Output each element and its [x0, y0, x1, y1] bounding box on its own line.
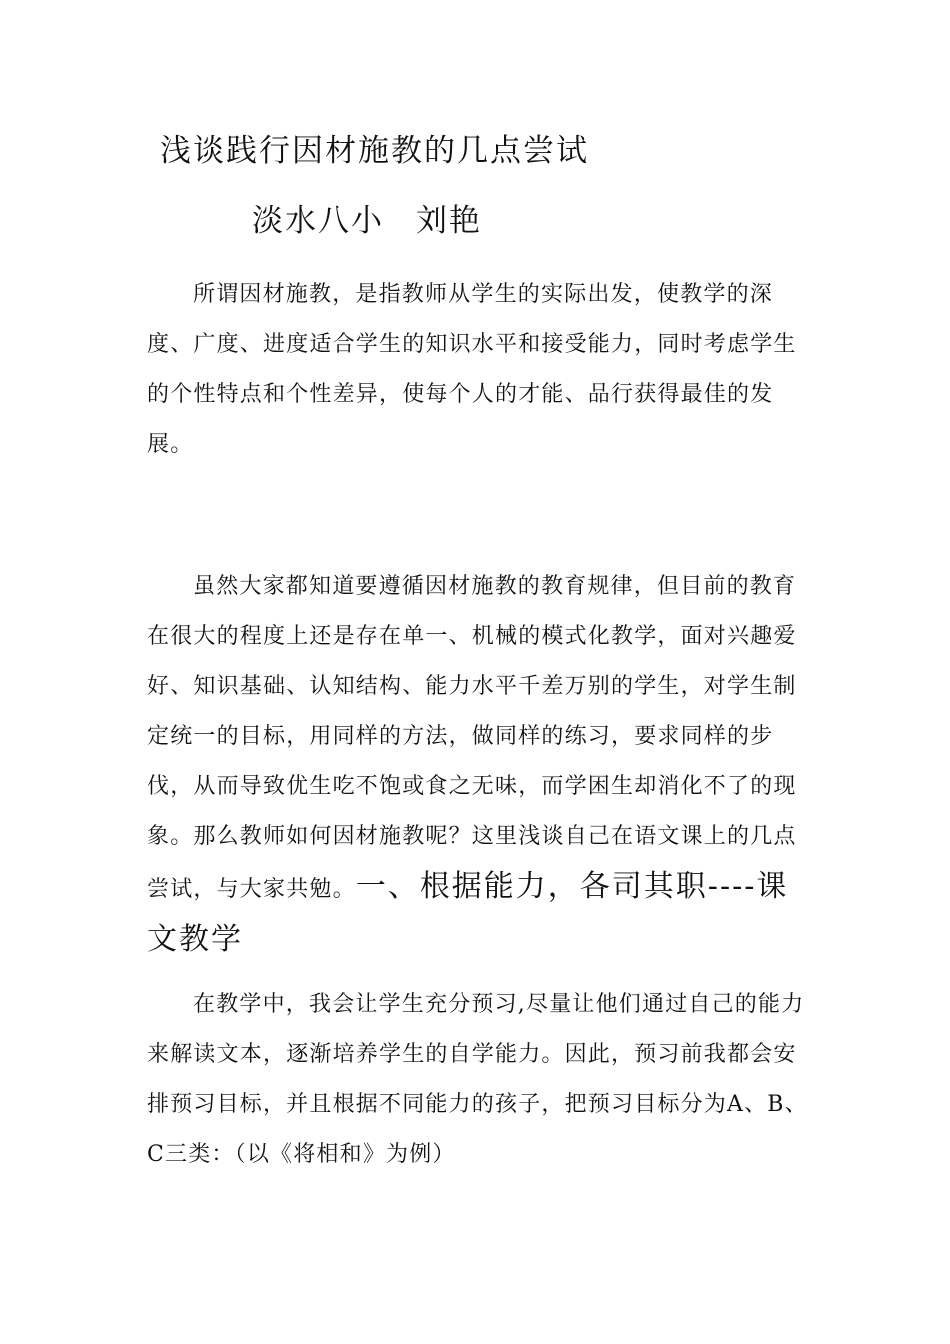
paragraph-problem [147, 562, 817, 968]
document-title: 浅谈践行因材施教的几点尝试 [160, 133, 589, 169]
paragraph-preview-text: 在教学中，我会让学生充分预习,尽量让他们通过自己的能力来解读文本，逐渐培养学生的自学能力。因此，预习前我都会安排预习目标，并且根据不同能力的孩子，把预习目标分为A、B、C三类：（以《将相和》为例） [147, 992, 808, 1167]
author-line [252, 198, 482, 244]
paragraph-definition [147, 270, 817, 470]
author-school: 淡水八小 [252, 203, 384, 239]
paragraph-preview [147, 980, 817, 1180]
section-heading: 一、根据能力，各司其职----课文教学 [147, 869, 789, 957]
paragraph-problem-text: 虽然大家都知道要遵循因材施教的教育规律，但目前的教育在很大的程度上还是存在单一、机械的模式化教学，面对兴趣爱好、知识基础、认知结构、能力水平千差万别的学生，对学生制定统一的目标，用同样的方法，做同样的练习，要求同样的步伐，从而导致优生吃不饱或食之无味，而学困生却消化不了的现象。那么教师如何因材施教呢？这里浅谈自己在语文课上的几点尝试，与大家共勉。 [147, 574, 797, 902]
author-name: 刘艳 [416, 203, 482, 239]
paragraph-definition-text: 所谓因材施教，是指教师从学生的实际出发，使教学的深度、广度、进度适合学生的知识水平和接受能力，同时考虑学生的个性特点和个性差异，使每个人的才能、品行获得最佳的发展。 [147, 282, 797, 457]
